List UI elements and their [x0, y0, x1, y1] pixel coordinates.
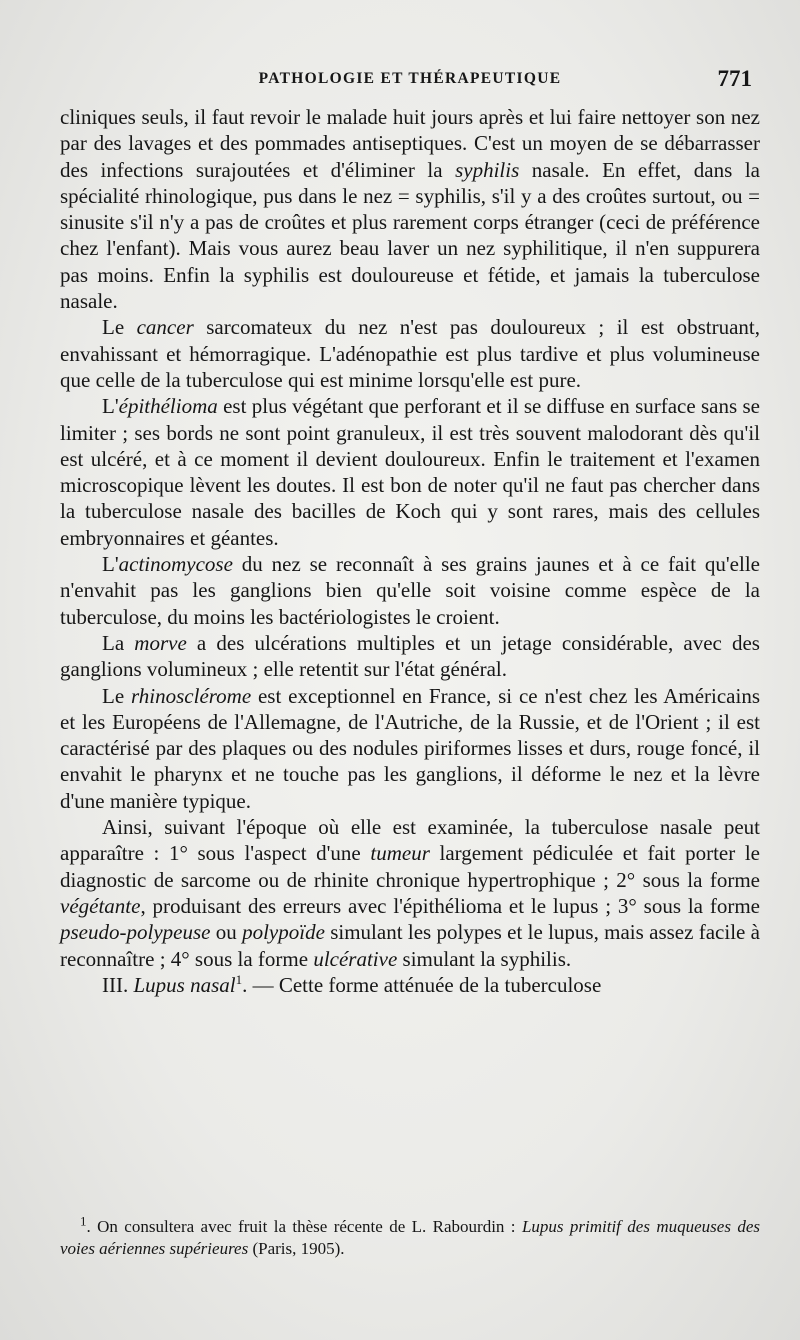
- italic-term: polypoïde: [242, 920, 325, 945]
- text-run: . On consultera avec fruit la thèse récente de L. Rabourdin :: [86, 1217, 522, 1236]
- italic-term: syphilis: [455, 157, 520, 182]
- italic-term: épithélioma: [118, 394, 218, 419]
- text-run: largement pédiculée et fait porter le diagnostic de sarcome ou de rhinite chronique hypertrophique ; 2° sous la forme: [60, 841, 760, 892]
- text-run: ou: [210, 920, 243, 945]
- paragraph-cancer: [60, 314, 760, 393]
- italic-term: rhinosclérome: [130, 683, 252, 708]
- text-run: L': [102, 394, 119, 419]
- text-run: cliniques seuls, il faut revoir le malade huit jours après et lui faire nettoyer son nez par des lavages et des pommades antiseptiques. C'est un moyen de se débarrasser des infections surajoutées et d'éliminer la: [60, 105, 760, 182]
- text-run: simulant la syphilis.: [397, 946, 572, 971]
- section-title: Lupus nasal: [133, 972, 236, 997]
- text-run: sarcomateux du nez n'est pas douloureux ; il est obstruant, envahissant et hémorragique. L'adénopathie est plus tardive et plus volumineuse que celle de la tuberculose qui est minime lorsqu'elle est pure.: [60, 315, 761, 392]
- footnote-mark: 1: [80, 1213, 87, 1229]
- page-header: [60, 66, 760, 96]
- text-run: est plus végétant que perforant et il se diffuse en surface sans se limiter ; ses bords ne sont point granuleux, il est très souvent malodorant dès qu'il est ulcéré, et à ce moment il devient douloureux. Enfin le traitement et l'examen microscopique lèvent les doutes. Il est bon de noter qu'il ne faut pas chercher dans la tuberculose nasale des bacilles de Koch qui y sont rares, mais des cellules embryonnaires et géantes.: [60, 394, 760, 550]
- paragraph-morve: [60, 630, 760, 683]
- text-run: du nez se reconnaît à ses grains jaunes et à ce fait qu'elle n'envahit pas les ganglions bien qu'elle soit voisine comme espèce de la tuberculose, du moins les bactériologistes le croient.: [60, 552, 760, 629]
- paragraph-syphilis: [60, 104, 760, 314]
- italic-term: végétante: [60, 893, 141, 918]
- paragraph-summary: [60, 814, 760, 972]
- text-run: Le: [102, 315, 137, 340]
- italic-term: pseudo-polypeuse: [60, 920, 211, 945]
- footnote: [60, 1213, 761, 1259]
- italic-term: cancer: [136, 315, 194, 340]
- text-run: La: [102, 630, 135, 655]
- text-run: simulant les polypes et le lupus, mais assez facile à reconnaître ; 4° sous la forme: [60, 920, 760, 971]
- paragraph-rhinosclerome: [60, 683, 760, 814]
- text-run: L': [102, 552, 119, 577]
- text-run: est exceptionnel en France, si ce n'est chez les Américains et les Européens de l'Allemagne, de l'Autriche, de la Russie, et de l'Orient ; il est caractérisé par des plaques ou des nodules piriformes lisses et durs, rouge foncé, il envahit le pharynx et ne touche pas les ganglions, il déforme le nez et la lèvre d'une manière typique.: [60, 683, 760, 813]
- cited-title: Lupus primitif des muqueuses des voies aériennes supérieures: [60, 1217, 761, 1258]
- text-run: . — Cette forme atténuée de la tuberculose: [242, 972, 602, 997]
- section-lupus-nasal: [60, 972, 760, 998]
- footnote-reference[interactable]: 1: [235, 971, 243, 987]
- italic-term: ulcérative: [313, 946, 398, 971]
- text-run: nasale. En effet, dans la spécialité rhinologique, pus dans le nez = syphilis, s'il y a des croûtes surtout, ou = sinusite s'il n'y a pas de croûtes et plus rarement corps étranger (ceci de préférence chez l'enfant). Mais vous aurez beau laver un nez syphilitique, il n'en suppurera pas moins. Enfin la syphilis est douloureuse et fétide, et jamais la tuberculose nasale.: [60, 157, 760, 314]
- text-run: , produisant des erreurs avec l'épithélioma et le lupus ; 3° sous la forme: [140, 893, 760, 918]
- running-title: PATHOLOGIE ET THÉRAPEUTIQUE: [258, 70, 562, 87]
- page-number: 771: [717, 66, 752, 91]
- text-run: a des ulcérations multiples et un jetage considérable, avec des ganglions volumineux ; elle retentit sur l'état général.: [60, 630, 760, 682]
- italic-term: morve: [134, 630, 187, 655]
- section-numeral: III.: [102, 972, 134, 997]
- paragraph-epithelioma: [60, 393, 760, 551]
- italic-term: actinomycose: [118, 552, 233, 577]
- text-run: (Paris, 1905).: [248, 1238, 345, 1258]
- paragraph-actinomycose: [60, 551, 760, 630]
- text-run: Le: [102, 683, 131, 708]
- body-text: [60, 104, 760, 998]
- italic-term: tumeur: [370, 841, 430, 866]
- text-run: Ainsi, suivant l'époque où elle est examinée, la tuberculose nasale peut apparaître : 1° sous l'aspect d'une: [60, 815, 760, 866]
